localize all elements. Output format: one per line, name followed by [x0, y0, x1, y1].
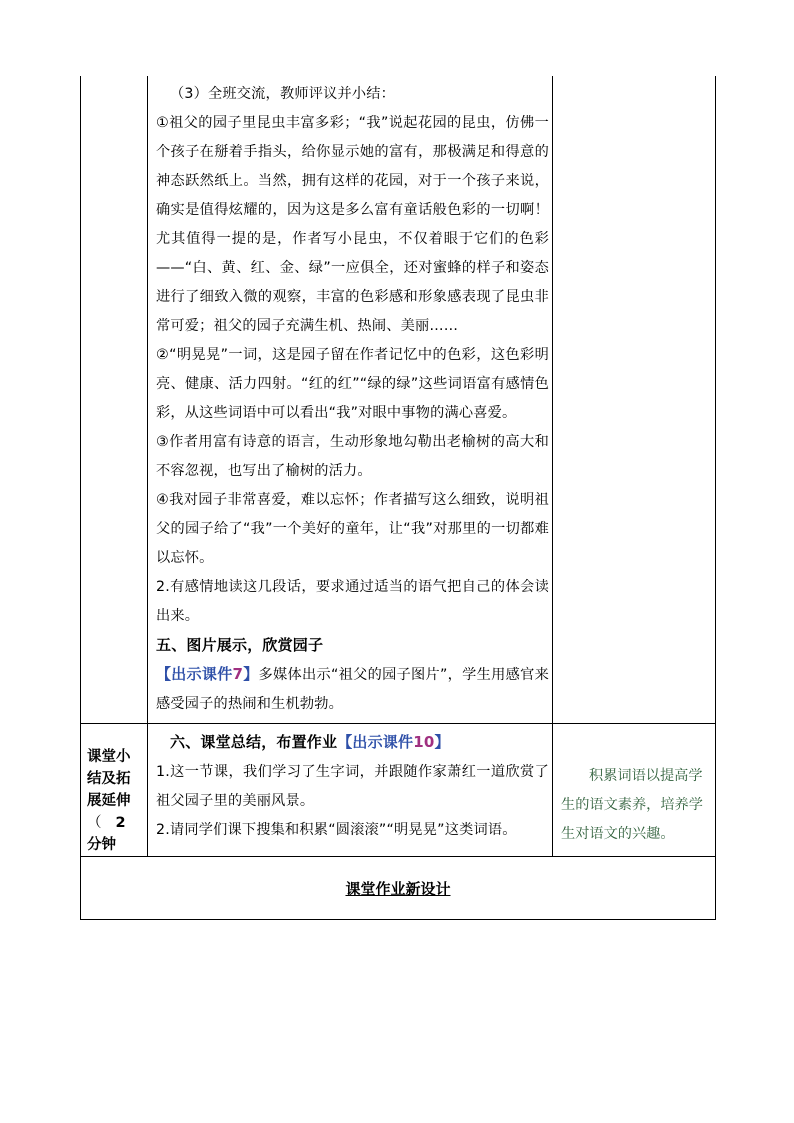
content-cell [148, 76, 553, 724]
summary-item-2: 2.请同学们课下搜集和积累“圆滚滚”“明晃晃”这类词语。 [156, 822, 517, 838]
table-row [81, 724, 716, 857]
empty-label-cell [81, 76, 148, 724]
summary-point-4: ④我对园子非常喜爱，难以忘怀；作者描写这么细致，说明祖父的园子给了“我”一个美好的童年，让“我”对那里的一切都难以忘怀。 [156, 492, 549, 566]
reading-task: 2.有感情地读这几段话，要求通过适当的语气把自己的体会读出来。 [156, 579, 549, 624]
design-note: 积累词语以提高学生的语文素养，培养学生对语文的兴趣。 [561, 768, 703, 842]
summary-point-2: ②“明晃晃”一词，这是园子留在作者记忆中的色彩，这色彩明亮、健康、活力四射。“红的红”“绿的绿”这些词语富有感情色彩，从这些词语中可以看出“我”对眼中事物的满心喜爱。 [156, 347, 549, 421]
homework-design-title: 课堂作业新设计 [345, 879, 451, 898]
table-row [81, 857, 716, 920]
stage-label-cell [81, 724, 148, 857]
content-cell [148, 724, 553, 857]
exchange-intro: （3）全班交流，教师评议并小结： [170, 86, 396, 102]
design-note-cell [553, 724, 716, 857]
summary-item-1: 1.这一节课，我们学习了生字词，并跟随作家萧红一道欣赏了祖父园子里的美丽风景。 [156, 764, 549, 809]
stage-duration: （2 分钟 [87, 815, 126, 853]
stage-label: 课堂小结及拓展延伸 [87, 749, 131, 809]
section-six-heading-line: 六、课堂总结，布置作业【出示课件10】 [170, 733, 450, 751]
lesson-plan-table [80, 76, 716, 920]
courseware-7-line: 【出示课件7】多媒体出示“祖父的园子图片”，学生用感官来感受园子的热闹和生机勃勃。 [156, 665, 549, 712]
courseware-tag: 【出示课件10】 [337, 733, 450, 751]
empty-note-cell [553, 76, 716, 724]
table-row [81, 76, 716, 724]
courseware-tag: 【出示课件7】 [156, 665, 259, 683]
section-five-heading: 五、图片展示，欣赏园子 [156, 636, 324, 654]
summary-point-3: ③作者用富有诗意的语言，生动形象地勾勒出老榆树的高大和不容忽视，也写出了榆树的活力。 [156, 434, 549, 479]
summary-point-1: ①祖父的园子里昆虫丰富多彩；“我”说起花园的昆虫，仿佛一个孩子在掰着手指头，给你显示她的富有，那极满足和得意的神态跃然纸上。当然，拥有这样的花园，对于一个孩子来说，确实是值得炫耀的，因为这是多么富有童话般色彩的一切啊！尤其值得一提的是，作者写小昆虫，不仅着眼于它们的色彩——“白、黄、红、金、绿”一应俱全，还对蜜蜂的样子和姿态进行了细致入微的观察，丰富的色彩感和形象感表现了昆虫非常可爱；祖父的园子充满生机、热闹、美丽…… [156, 115, 549, 334]
homework-design-cell [81, 857, 716, 920]
